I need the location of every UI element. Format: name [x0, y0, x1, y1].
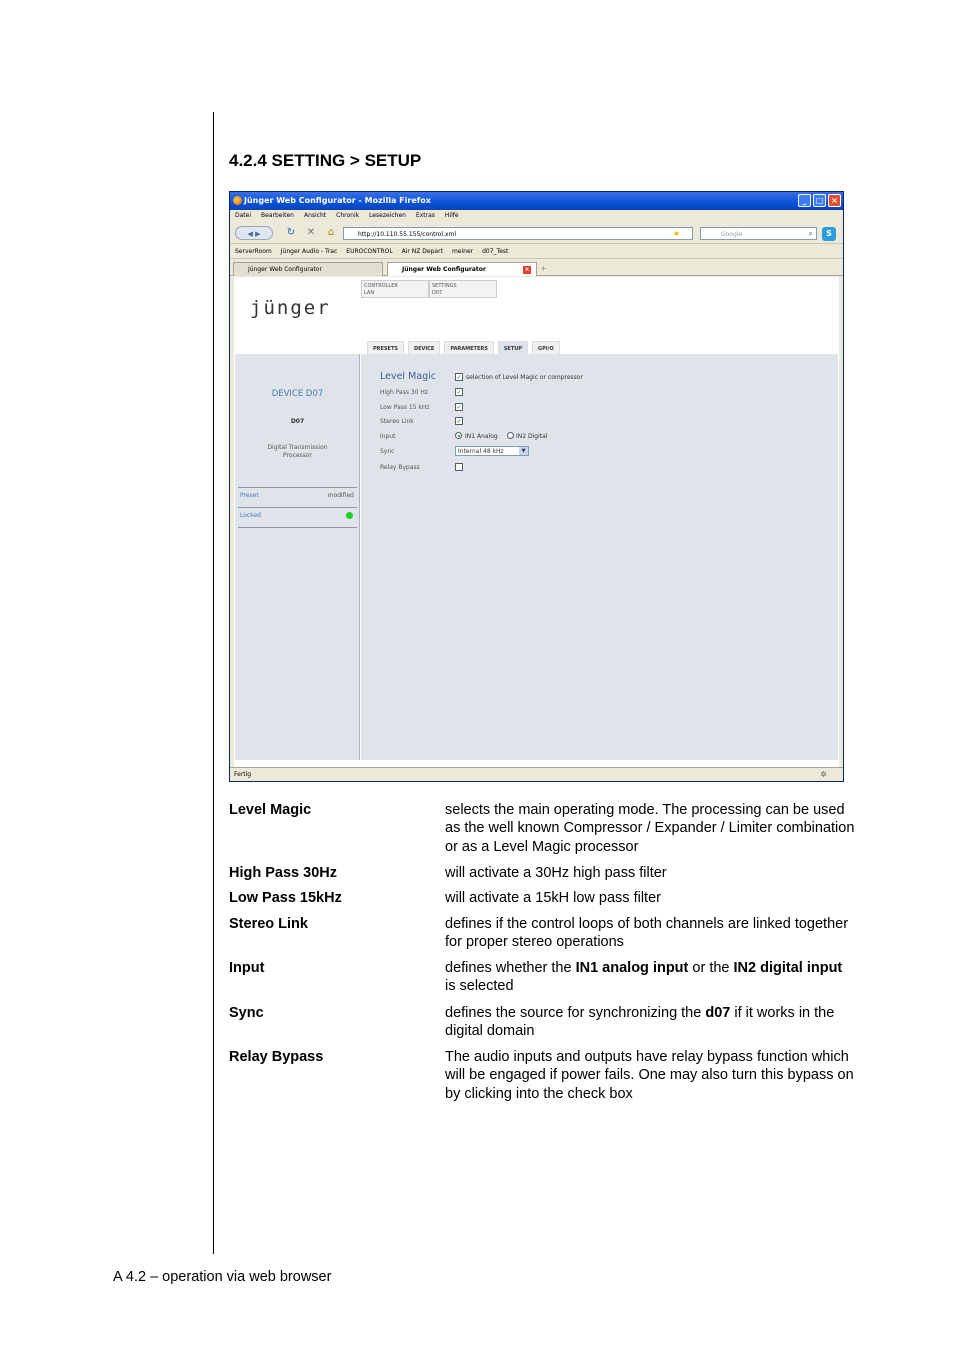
- controller-value: LAN: [364, 290, 375, 296]
- menu-hilfe[interactable]: Hilfe: [444, 212, 459, 219]
- page-footer: A 4.2 – operation via web browser: [113, 1269, 332, 1285]
- tab-close-icon[interactable]: ×: [524, 266, 530, 273]
- description-term: Relay Bypass: [229, 1049, 324, 1065]
- description-term: Level Magic: [229, 802, 312, 818]
- sync-select[interactable]: [455, 446, 529, 456]
- browser-tab-label: Jünger Web Configurator: [248, 266, 322, 273]
- relay-bypass-label: Relay Bypass: [380, 464, 420, 471]
- bold-run: IN2 digital input: [733, 960, 843, 976]
- high-pass-label: High Pass 30 Hz: [380, 389, 429, 396]
- description-text: will activate a 30Hz high pass filter: [445, 865, 667, 881]
- navigation-toolbar: [230, 222, 843, 244]
- junger-logo: jünger: [250, 297, 331, 319]
- divider: [238, 527, 357, 528]
- description-text: will activate a 15kH low pass filter: [445, 890, 661, 906]
- browser-screenshot: [229, 191, 844, 782]
- preset-label: Preset: [240, 492, 259, 499]
- text-run: is selected: [445, 978, 514, 995]
- minimize-icon[interactable]: _: [798, 194, 811, 207]
- setup-panel: [361, 354, 838, 760]
- skype-icon[interactable]: S: [822, 227, 836, 241]
- status-text: Fertig: [234, 771, 252, 778]
- input-label: Input: [380, 433, 396, 440]
- description-term: High Pass 30Hz: [229, 865, 337, 881]
- input-in2-label: IN2 Digital: [516, 433, 548, 440]
- settings-label: SETTINGS: [432, 283, 457, 289]
- low-pass-checkbox[interactable]: ✓: [456, 404, 462, 411]
- locked-label: Locked: [240, 512, 261, 519]
- margin-rule: [213, 112, 214, 1254]
- browser-tab-active[interactable]: [387, 262, 537, 276]
- window-titlebar: [230, 192, 843, 210]
- search-icon[interactable]: ⌕: [808, 229, 813, 238]
- bookmark-star-icon[interactable]: ★: [672, 229, 680, 238]
- input-in1-label: IN1 Analog: [465, 433, 498, 440]
- device-description: Digital Transmission Processor: [267, 444, 328, 459]
- status-bar: [230, 767, 843, 781]
- input-in1-radio[interactable]: [455, 432, 462, 439]
- description-term: Sync: [229, 1005, 264, 1021]
- browser-tab[interactable]: [233, 262, 383, 276]
- tab-parameters[interactable]: PARAMETERS: [444, 341, 493, 357]
- settings-box: [429, 280, 497, 298]
- description-text: selects the main operating mode. The processing can be used as the well known Compressor / Expander / Limiter combination or as a Level Magic processor: [445, 802, 855, 855]
- menu-extras[interactable]: Extras: [415, 212, 435, 219]
- menu-bearbeiten[interactable]: Bearbeiten: [261, 212, 294, 219]
- sync-value: Internal 48 kHz: [458, 448, 504, 455]
- description-term: Stereo Link: [229, 916, 308, 932]
- close-icon[interactable]: ×: [828, 194, 841, 207]
- maximize-icon[interactable]: □: [813, 194, 826, 207]
- bold-run: IN1 analog input: [575, 960, 689, 976]
- stereo-link-checkbox[interactable]: ✓: [456, 418, 462, 425]
- text-run: if it works in the digital domain: [445, 1005, 835, 1040]
- settings-value: D07: [432, 290, 443, 296]
- url-text: http://10.110.55.155/control.xml: [358, 231, 457, 238]
- browser-tab-label: Jünger Web Configurator: [402, 266, 486, 273]
- home-icon[interactable]: ⌂: [327, 227, 335, 238]
- tab-device[interactable]: DEVICE: [408, 341, 440, 357]
- window-title: Jünger Web Configurator - Mozilla Firefox: [244, 196, 431, 205]
- level-magic-checkbox[interactable]: ✓: [456, 374, 462, 381]
- device-panel: [235, 354, 360, 760]
- firefox-icon: [233, 196, 242, 205]
- description-term: Low Pass 15kHz: [229, 890, 342, 906]
- preset-row[interactable]: [238, 487, 357, 501]
- description-text: [445, 1004, 855, 1041]
- bookmark-item[interactable]: EUROCONTROL: [346, 248, 393, 255]
- preset-value: modified: [327, 492, 354, 499]
- level-magic-label: Level Magic: [380, 371, 437, 382]
- url-bar[interactable]: [343, 227, 693, 240]
- tab-setup[interactable]: SETUP: [498, 341, 528, 357]
- search-placeholder: Google: [721, 231, 743, 238]
- description-text: [445, 959, 855, 996]
- reload-icon[interactable]: ↻: [286, 227, 296, 238]
- text-run: or the: [688, 960, 734, 976]
- bookmark-item[interactable]: Air NZ Depart: [401, 248, 443, 255]
- tab-gpio[interactable]: GPI/O: [532, 341, 560, 357]
- high-pass-checkbox[interactable]: ✓: [456, 389, 462, 396]
- bookmark-item[interactable]: Jünger Audio - Trac: [280, 248, 338, 255]
- controller-box: [361, 280, 429, 298]
- new-tab-icon[interactable]: +: [540, 264, 547, 273]
- level-magic-desc: selection of Level Magic or compressor: [466, 374, 583, 381]
- addon-icon: ✲: [820, 770, 827, 779]
- chevron-down-icon: ▼: [519, 447, 528, 455]
- text-run: defines whether the: [445, 960, 576, 976]
- bookmark-item[interactable]: ServerRoom: [235, 248, 272, 255]
- input-in2-radio[interactable]: [507, 432, 514, 439]
- back-forward-icon[interactable]: ◀ ▶: [235, 226, 273, 240]
- search-box[interactable]: [700, 227, 817, 240]
- web-app: [234, 277, 839, 767]
- description-text: defines if the control loops of both channels are linked together for proper stereo operations: [445, 916, 849, 951]
- section-title: 4.2.4 SETTING > SETUP: [229, 151, 422, 170]
- browser-tab-bar: [230, 260, 843, 276]
- menu-bar: [230, 210, 843, 222]
- bold-run: d07: [705, 1005, 731, 1021]
- bookmark-item[interactable]: d07_Test: [482, 248, 509, 255]
- tab-presets[interactable]: PRESETS: [367, 341, 404, 357]
- device-title: DEVICE D07: [271, 389, 324, 399]
- device-name: D07: [290, 418, 305, 425]
- relay-bypass-checkbox[interactable]: [455, 463, 463, 471]
- controller-label: CONTROLLER: [364, 283, 398, 289]
- bookmark-item[interactable]: meiner: [451, 248, 474, 255]
- stop-icon[interactable]: ✕: [306, 227, 316, 238]
- text-run: defines the source for synchronizing the: [445, 1005, 706, 1021]
- bookmarks-bar: [230, 245, 843, 259]
- menu-chronik[interactable]: Chronik: [336, 212, 360, 219]
- locked-led-icon: [346, 512, 353, 519]
- description-text: The audio inputs and outputs have relay bypass function which will be engaged if power fails. One may also turn this bypass on by clicking into the check box: [445, 1049, 854, 1102]
- low-pass-label: Low Pass 15 kHz: [380, 404, 430, 411]
- locked-row: [238, 507, 357, 521]
- menu-ansicht[interactable]: Ansicht: [303, 212, 327, 219]
- sync-label: Sync: [380, 448, 395, 455]
- menu-lesezeichen[interactable]: Lesezeichen: [369, 212, 406, 219]
- menu-datei[interactable]: Datei: [235, 212, 252, 219]
- description-term: Input: [229, 960, 265, 976]
- stereo-link-label: Stereo Link: [380, 418, 414, 425]
